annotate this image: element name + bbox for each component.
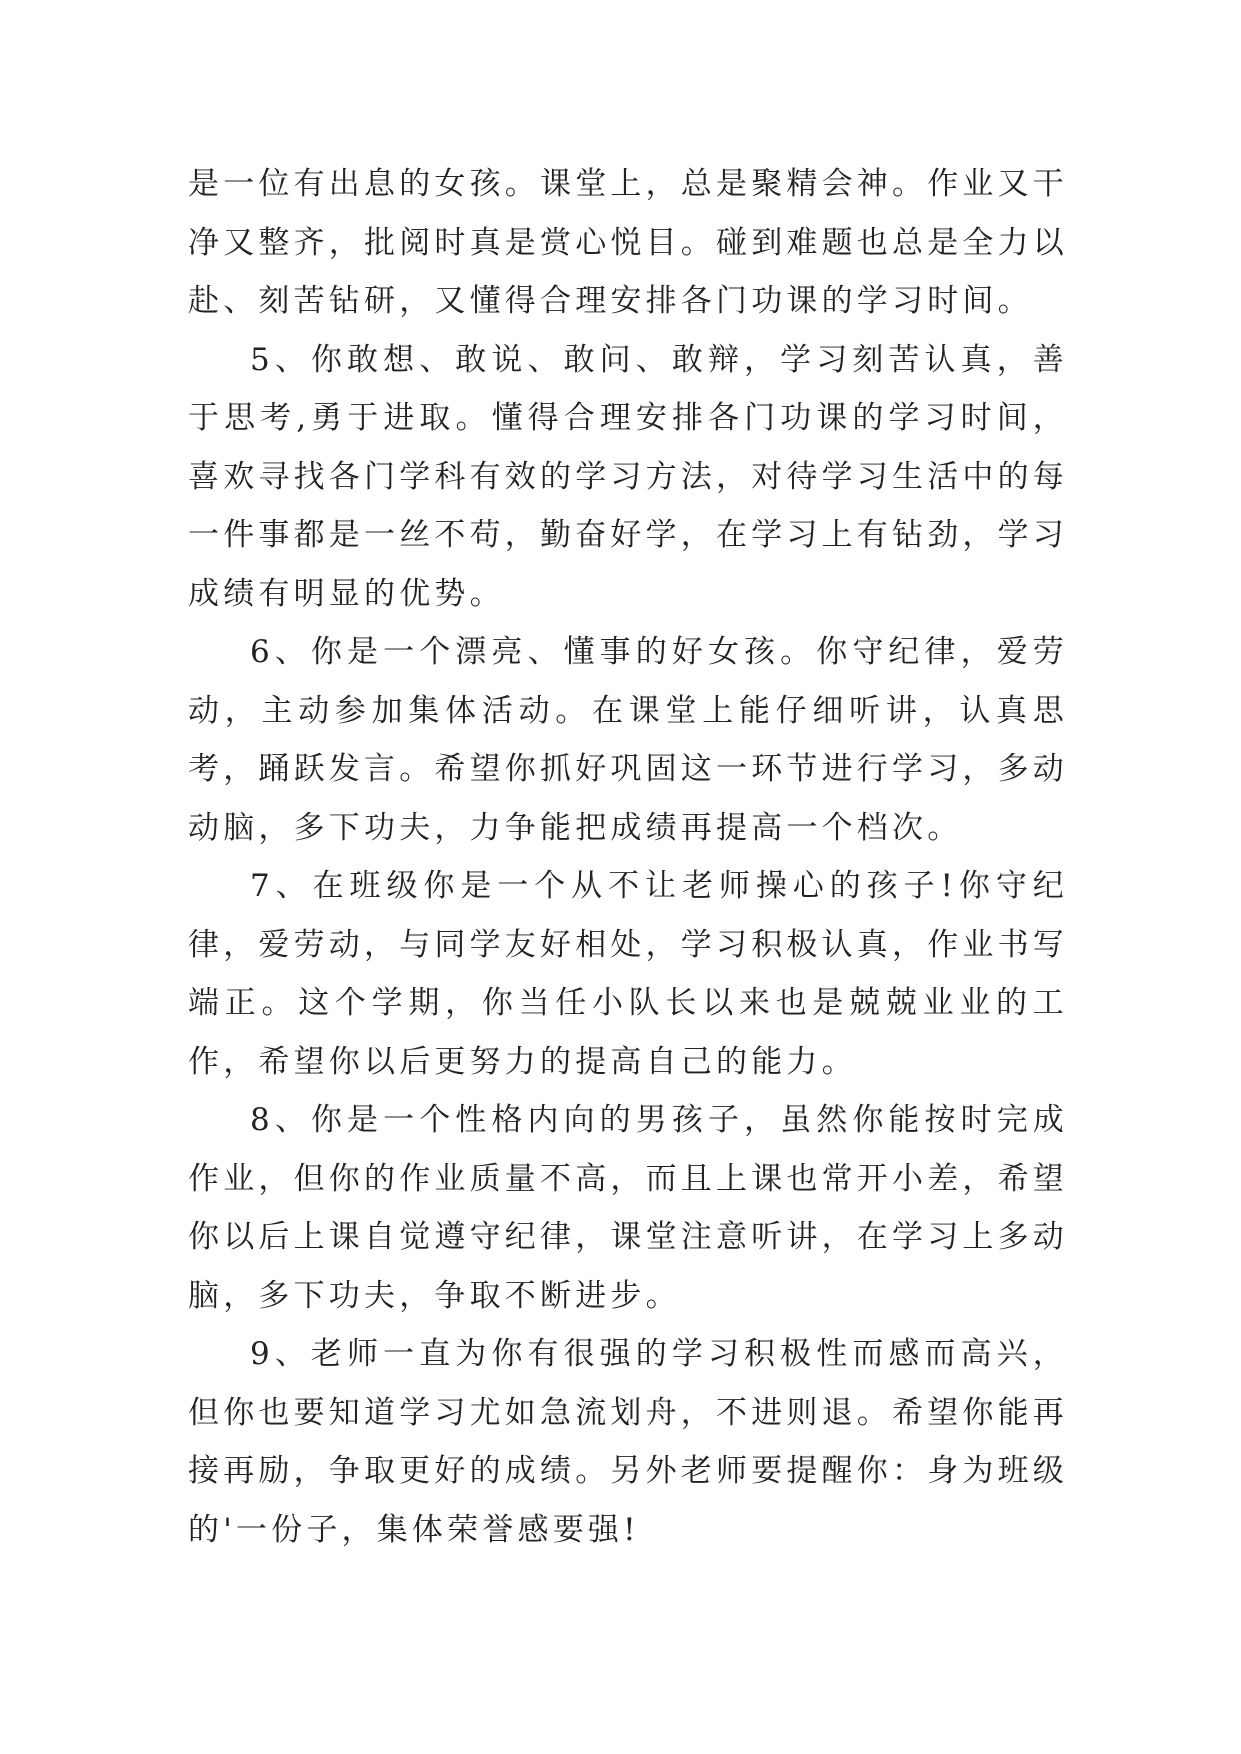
paragraph-5: 5、你敢想、敢说、敢问、敢辩，学习刻苦认真，善于思考,勇于进取。懂得合理安排各门功课的学习时间，喜欢寻找各门学科有效的学习方法，对待学习生活中的每一件事都是一丝不苟，勤奋好学，在学习上有钻劲，学习成绩有明显的优势。 [188, 341, 1068, 612]
paragraph-6: 6、你是一个漂亮、懂事的好女孩。你守纪律，爱劳动，主动参加集体活动。在课堂上能仔细听讲，认真思考，踊跃发言。希望你抓好巩固这一环节进行学习，多动动脑，多下功夫，力争能把成绩再提高一个档次。 [188, 634, 1068, 846]
paragraph-9: 9、老师一直为你有很强的学习积极性而感而高兴，但你也要知道学习尤如急流划舟，不进则退。希望你能再接再励，争取更好的成绩。另外老师要提醒你：身为班级的'一份子，集体荣誉感要强! [188, 1336, 1068, 1548]
document-body [188, 155, 1068, 1559]
paragraph-continued: 是一位有出息的女孩。课堂上，总是聚精会神。作业又干净又整齐，批阅时真是赏心悦目。碰到难题也总是全力以赴、刻苦钻研，又懂得合理安排各门功课的学习时间。 [188, 166, 1068, 319]
paragraph-8: 8、你是一个性格内向的男孩子，虽然你能按时完成作业，但你的作业质量不高，而且上课也常开小差，希望你以后上课自觉遵守纪律，课堂注意听讲，在学习上多动脑，多下功夫，争取不断进步。 [188, 1102, 1068, 1314]
paragraph-7: 7、在班级你是一个从不让老师操心的孩子!你守纪律，爱劳动，与同学友好相处，学习积极认真，作业书写端正。这个学期，你当任小队长以来也是兢兢业业的工作，希望你以后更努力的提高自己的能力。 [188, 868, 1068, 1080]
